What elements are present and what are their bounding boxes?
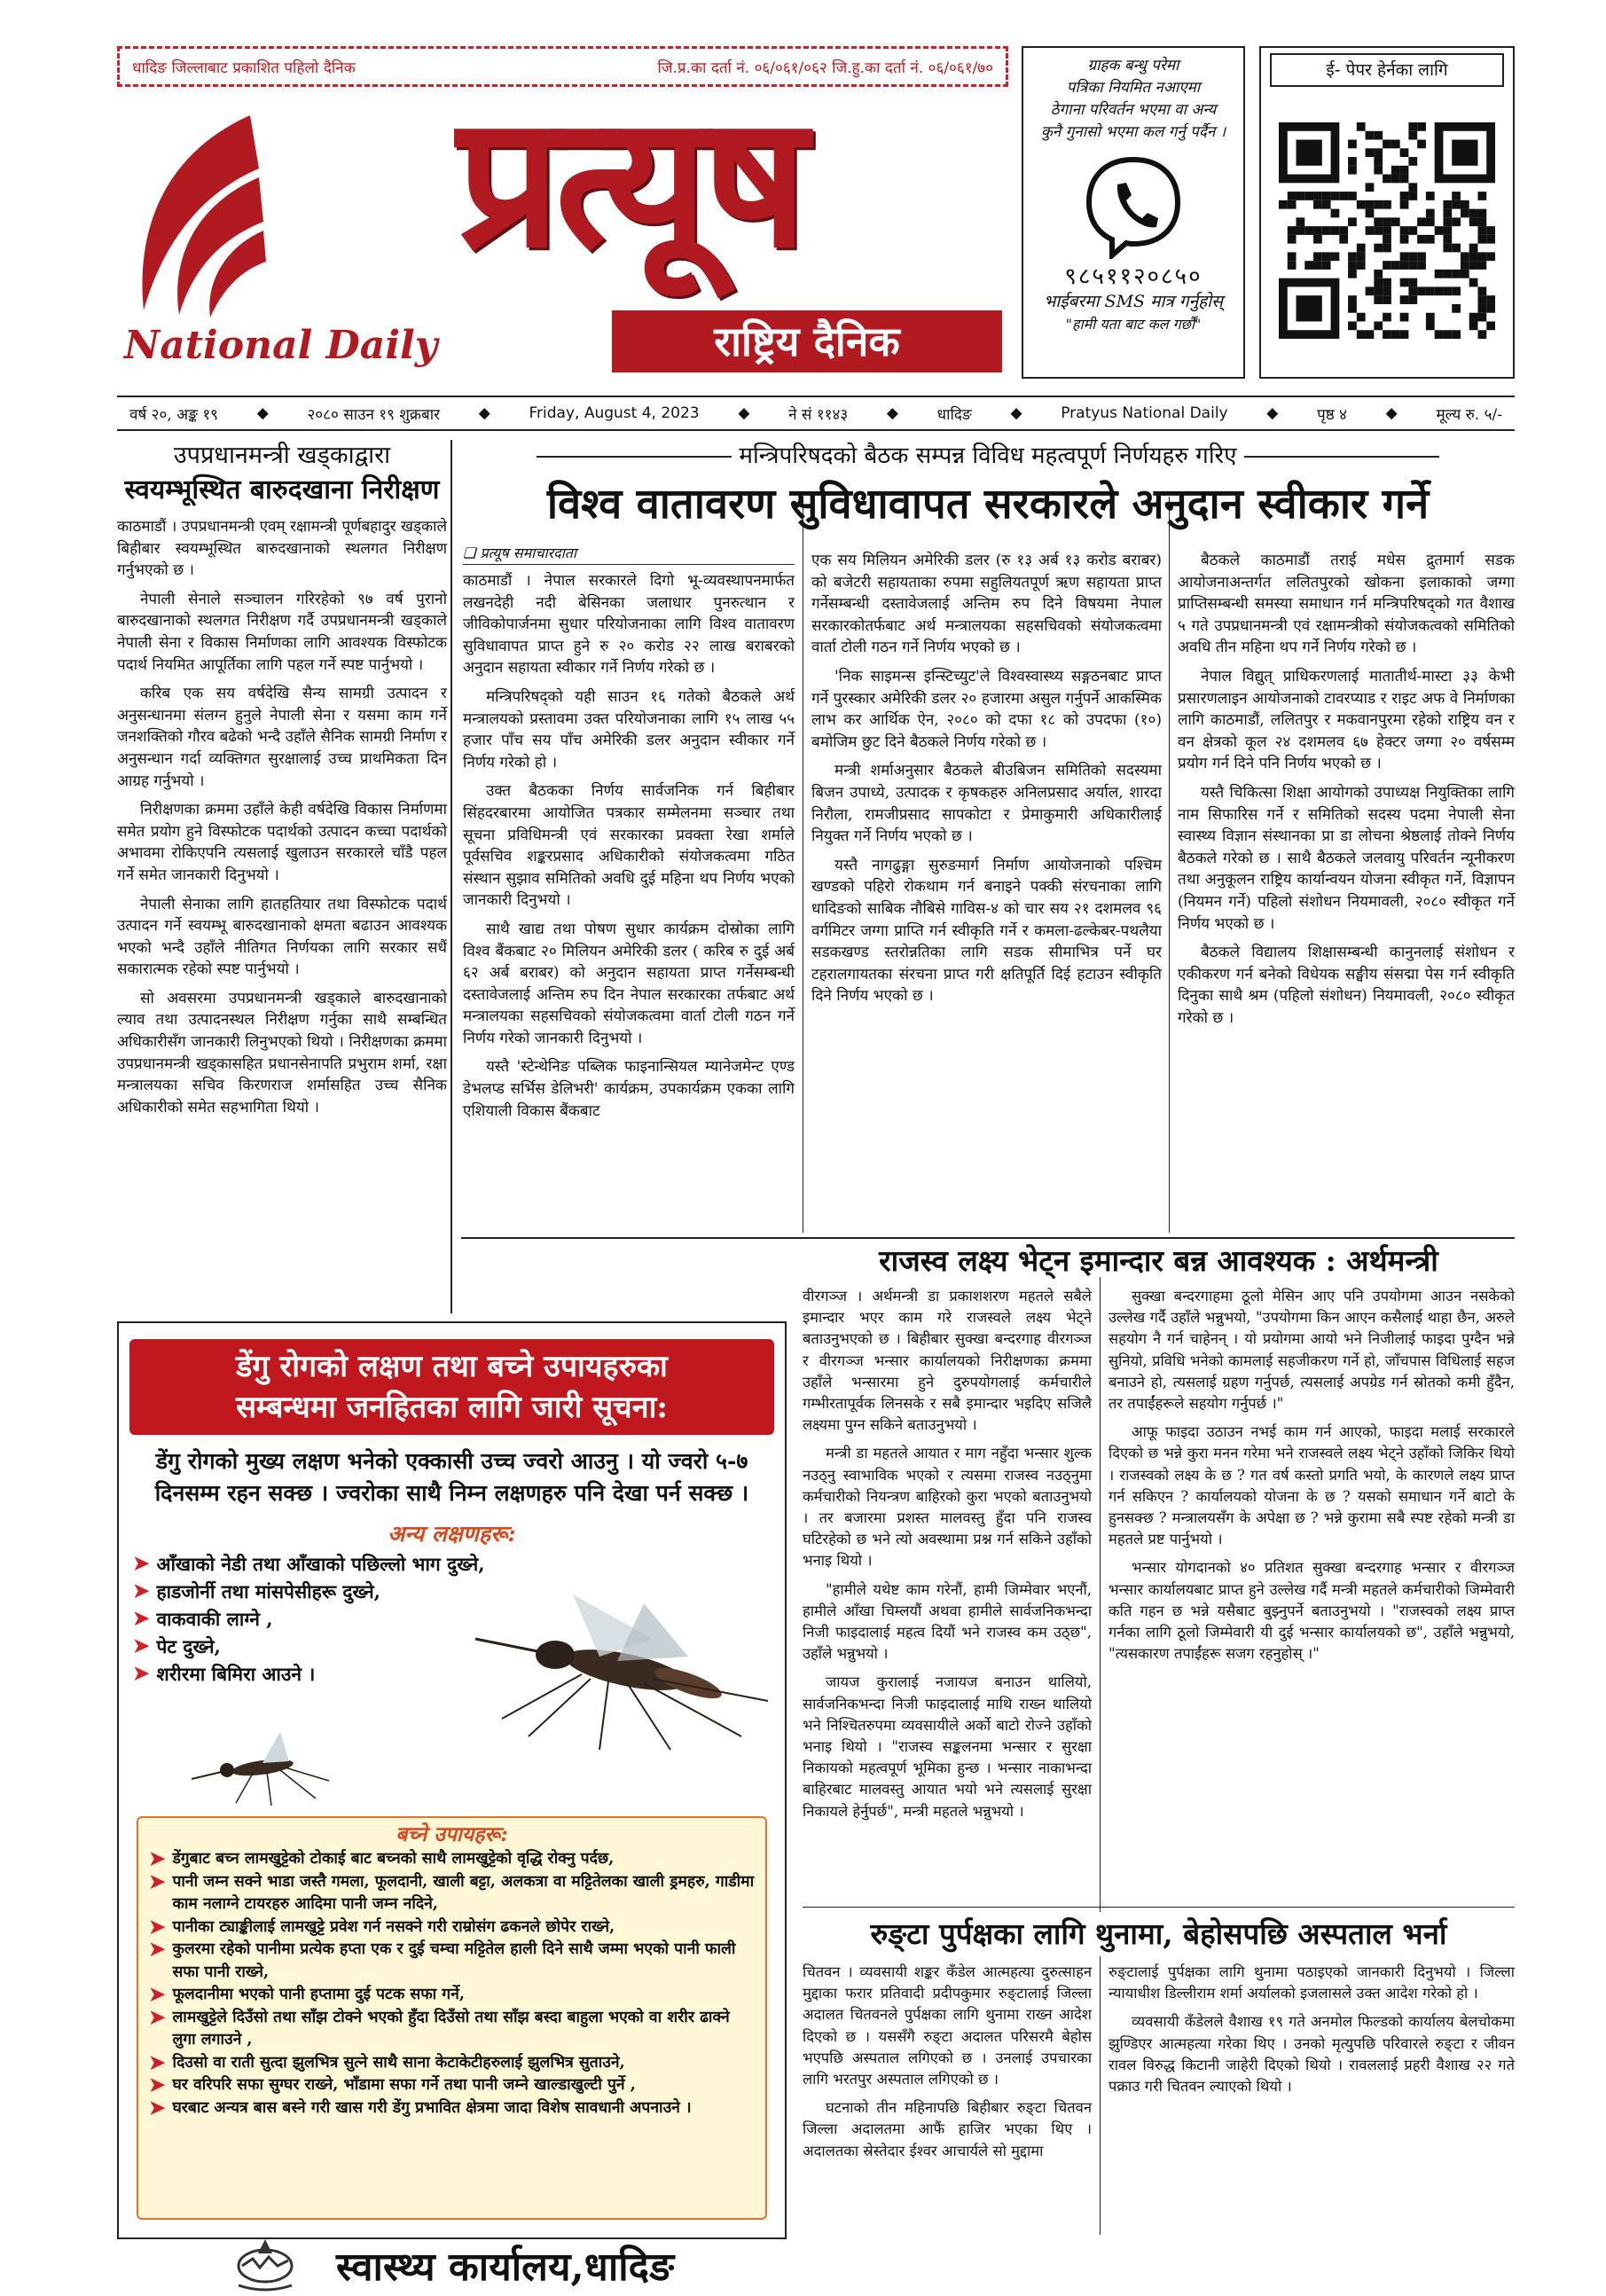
prevention-item xyxy=(149,2097,755,2120)
byline xyxy=(463,543,795,565)
main-story-title: विश्व वातावरण सुविधावापत सरकारले अनुदान स्वीकार गर्ने xyxy=(546,480,1430,529)
paragraph: निरीक्षणका क्रममा उहाँले केही वर्षदेखि विकास निर्माणमा समेत प्रयोग हुने विस्फोटक पदार्थको उत्पादन कच्चा पदार्थको अभावमा रोकिएपनि त्यसलाई खुलाउन सरकारले चाँडै पहल गर्ने समेत जानकारी दिनुभयो । xyxy=(117,801,447,884)
prevention-text: फूलदानीमा भएको पानी हप्तामा दुई पटक सफा गर्ने, xyxy=(172,1986,465,2003)
prevention-text: दिउसो वा राती सुत्दा झुलभित्र सुत्ने साथै साना केटाकेटीहरुलाई झुलभित्र सुताउने, xyxy=(172,2053,625,2072)
symptom-text: हाडजोर्नी तथा मांसपेसीहरू दुख्ने, xyxy=(156,1580,380,1602)
paragraph: साथै खाद्य तथा पोषण सुधार कार्यक्रम दोस्रोका लागि विश्व बैंकबाट २० मिलियन अमेरिकी डलर ( करिब रु दुई अर्ब ६२ अर्ब बराबर) को अनुदान सहायता प्राप्त गर्नेसम्बन्धी दस्तावेजलाई अन्तिम रुप दिन नेपाल सरकारका तर्फबाट अर्थ मन्त्रालयका सहसचिवको संयोजकत्वमा वार्ता टोली गठन गर्ने निर्णय गरेको जानकारी दिनुभयो । xyxy=(463,920,795,1047)
symptom-text: वाकवाकी लाग्ने , xyxy=(156,1608,273,1630)
arrow-icon: ➤ xyxy=(149,2073,166,2096)
byline-box-icon: ❑ xyxy=(463,545,481,561)
paragraph: रुङ्टालाई पुर्पक्षका लागि थुनामा पठाइएको जानकारी दिनुभयो । जिल्ला न्यायाधीश डिल्लीराम शर्मा अर्यालको इजलासले उक्त आदेश गरेको हो । xyxy=(1109,1963,1515,2002)
ad-issuer: स्वास्थ्य कार्यालय,धादिङ xyxy=(335,2245,675,2290)
prevention-item xyxy=(149,2007,755,2052)
paragraph: मन्त्री शर्माअनुसार बैठकले बीउबिजन समितिको सदस्यमा बिजन उपाध्ये, उत्पादक र कृषकहरु अनिलप्रसाद अर्याल, शारदा निरौला, रामजीप्रसाद सापकोटा र प्रेमाकुमारी अधिकारीलाई नियुक्त गर्ने निर्णय भएको छ । xyxy=(811,762,1162,846)
story-left xyxy=(117,440,447,1125)
flame-logo-icon xyxy=(117,98,268,319)
masthead-subtitle-en: National Daily xyxy=(124,323,438,368)
hospital-story-col1 xyxy=(803,1962,1092,2245)
story-left-title-1: उपप्रधानमन्त्री खड्काद्वारा xyxy=(173,442,391,469)
prevention-block xyxy=(137,1816,767,2220)
ad-footer xyxy=(119,2234,785,2296)
arrow-icon: ➤ xyxy=(149,2050,166,2074)
paragraph: चितवन । व्यवसायी शङ्कर कँडेल आत्महत्या दुरुत्साहन मुद्दाका फरार प्रतिवादी प्रदीपकुमार रुङ्टालाई जिल्ला अदालत चितवनले पुर्पक्षका लागि थुनामा राख्न आदेश दिएको छ । यससँगै रुङ्टा अदालत परिसरमै बेहोस भएपछि अस्पताल लगिएको छ । उनलाई उपचारका लागि भरतपुर अस्पताल लगिएको छ । xyxy=(803,1963,1092,2088)
viber-quote: "हामी यता बाट कल गर्छौं" xyxy=(1065,316,1202,333)
hospital-story-col2 xyxy=(1109,1962,1515,2245)
prevention-item xyxy=(149,1848,755,1871)
notice-line: कुनै गुनासो भएमा कल गर्नु पर्दैन । xyxy=(1040,123,1226,141)
subscriber-notice xyxy=(1022,46,1245,379)
arrow-icon: ➤ xyxy=(149,2096,166,2120)
paper-name: Pratyus National Daily xyxy=(1061,404,1228,422)
paragraph: एक सय मिलियन अमेरिकी डलर (रु १३ अर्ब १३ करोड बराबर) को बजेटरी सहायताका रुपमा सहुलियतपूर्ण ऋण सहायता प्राप्त गर्नेसम्बन्धी दस्तावेजलाई अन्तिम रुप दिने विषयमा नेपाल सरकारकोतर्फबाट अर्थ मन्त्रालयका सहसचिवको संयोजकत्वमा वार्ता टोली गठन गर्ने निर्णय भएको छ । xyxy=(811,552,1162,657)
prevention-item xyxy=(149,2052,755,2075)
arrow-icon: ➤ xyxy=(133,1552,150,1575)
ad-title-line: डेंगु रोगको लक्षण तथा बच्ने उपायहरुका xyxy=(236,1349,668,1384)
tagline-right: जि.प्र.का दर्ता नं. ०६/०६१/०६२ जि.हु.का दर्ता नं. ०६/०६१/७० xyxy=(657,59,993,77)
paragraph: 'निक साइमन्स इन्स्टिच्युट'ले विश्वस्वास्थ्य सङ्गठनबाट प्राप्त गर्ने पुरस्कार अमेरिकी डलर २० हजारमा असुल गर्नुपर्ने आकस्मिक लाभ कर आर्थिक ऐन, २०८० को दफा १८ को उपदफा (१०) बमोजिम छुट दिने बैठकले निर्णय गरेको छ । xyxy=(811,667,1162,751)
paragraph: व्यवसायी कँडेलले वैशाख १९ गते अनमोल फिल्डको कार्यालय बेलचोकमा झुण्डिएर आत्महत्या गरेका थिए । उनको मृत्युपछि परिवारले रुङ्टा र जीवन रावल विरुद्ध किटानी जाहेरी दिएको थियो । रावललाई प्रहरी वैशाख २२ गते पक्राउ गरी चितवन ल्याएको थियो । xyxy=(1109,2013,1515,2096)
main-story-col1 xyxy=(463,543,795,1129)
paragraph: भन्सार योगदानको ४० प्रतिशत सुक्खा बन्दरगाह भन्सार र वीरगञ्ज भन्सार कार्यालयबाट प्राप्त हुने उल्लेख गर्दै मन्त्री महतले कर्मचारीको जिम्मेवारी कति गहन छ भन्ने यसैबाट बुझ्नुपर्ने बताउनुभयो । "राजस्वको लक्ष्य प्राप्त गर्नका लागि ठूलो जिम्मेवारी यी दुई भन्सार कार्यालयको छ", उहाँले भन्नुभयो, "त्यसकारण तपाईंहरू सजग रहनुहोस् ।" xyxy=(1109,1559,1515,1663)
paragraph: नेपाल विद्युत् प्राधिकरणलाई माताती‍र्थ-मास्टा ३३ केभी प्रसारणलाइन आयोजनाको टावरप्याड र राइट अफ वे निर्माणका लागि काठमाडौं, ललितपुर र मकवानपुरमा रहेको राष्ट्रिय वन र वन क्षेत्रको कूल २४ दशमलव ६७ हेक्टर जग्गा २० वर्षसम्म प्रयोग गर्न दिने पनि निर्णय भएको छ । xyxy=(1178,667,1515,773)
prevention-text: घर वरिपरि सफा सुग्घर राख्ने, भाँडामा सफा गर्ने तथा पानी जम्ने खाल्डाखुल्टी पुर्ने , xyxy=(172,2076,636,2094)
prevention-text: पानीका ट्याङ्कीलाई लामखुट्टे प्रवेश गर्न नसक्ने गरी राम्रोसंग ढकनले छोपेर राख्ने, xyxy=(172,1917,615,1936)
arrow-icon: ➤ xyxy=(149,1938,166,1961)
column-divider xyxy=(1169,497,1170,1233)
paragraph: आफू फाइदा उठाउन नभई काम गर्न आएको, फाइदा मलाई सरकारले दिएको छ भन्ने कुरा मनन गरेमा भने राजस्वले लक्ष्य भेट्ने उहाँको जिकिर थियो । राजस्वको लक्ष्य के छ ? गत वर्ष कस्तो प्रगति भयो, के कारणले लक्ष्य प्राप्त गर्न सकिएन ? कार्यालयको योजना के छ ? यसको समाधान गर्ने बाटो के हुनसक्छ ? मन्त्रालयसँग के अपेक्षा छ ? भन्ने कुरामा सबै स्पष्ट रहेको मन्त्री डा महतले प्रष्ट पार्नुभयो । xyxy=(1109,1423,1515,1548)
symptoms-heading: अन्य लक्षणहरू: xyxy=(388,1521,516,1547)
paragraph: यस्तै 'स्टेन्थेनिङ पब्लिक फाइनान्सियल म्यानेजमेन्ट एण्ड डेभलप्ड सर्भिस डेलिभरी' कार्यक्रम, उपकार्यक्रम एकका लागि एशियाली विकास बैंकबाट xyxy=(463,1058,795,1120)
ad-title xyxy=(129,1339,774,1435)
paragraph: यस्तै नागढुङ्गा सुरुङमार्ग निर्माण आयोजनाको पश्चिम खण्डको पहिरो रोकथाम गर्न बनाइने पक्की संरचनाका लागि धादिङको साबिक नौबिसे गाविस-४ को चार सय २१ दशमलव ९६ वर्गमिटर जग्गा प्राप्ति गर्न स्वीकृति गर्ने र कमला-ढल्केबर-पथलैया सडकखण्ड स्तरोन्नतिका लागि सडक सीमाभित्र पर्ने घर टहरालगायतका संरचना प्राप्त गरी क्षतिपूर्ति दिई हटाउन स्वीकृति दिने निर्णय भएको छ । xyxy=(811,856,1162,1006)
ad-intro: डेंगु रोगको मुख्य लक्षण भनेको एक्कासी उच्च ज्वरो आउनु । यो ज्वरो ५-७ दिनसम्म रहन सक्छ । ज्वरोका साथै निम्न लक्षणहरु पनि देखा पर्न सक्छ । xyxy=(154,1448,749,1506)
prevention-heading: बच्ने उपायहरू: xyxy=(396,1822,508,1846)
story-left-title-2: स्वयम्भूस्थित बारुदखाना निरीक्षण xyxy=(124,474,440,505)
symptom-text: शरीरमा बिमिरा आउने । xyxy=(156,1663,316,1685)
main-story-col3 xyxy=(1178,550,1515,1036)
paragraph: सुक्खा बन्दरगाहमा ठूलो मेसिन आए पनि उपयोगमा आउन नसकेको उल्लेख गर्दै उहाँले भन्नुभयो, "उपयोगमा किन आएन कसैलाई थाहा छैन, अरुले सहयोग नै गर्न चाहेनन् । यो प्रयोगमा आयो भने निजीलाई फाइदा पुग्दैन भन्ने सुनियो, प्रविधि भनेको कामलाई सहजीकरण गर्ने हो, जाँचपास विधिलाई सहज बनाउने हो, त्यसलाई ग्रहण गर्नुपर्छ, त्यसलाई अपग्रेड गर्न स्रोतको कमी हुँदैन, तर तपाईंहरूले सहयोग गर्नुपर्छ ।" xyxy=(1109,1288,1515,1413)
prevention-item xyxy=(149,1916,755,1939)
section-divider xyxy=(803,1907,1515,1908)
arrow-icon: ➤ xyxy=(133,1634,150,1657)
prevention-text: डेंगुबाट बच्न लामखुट्टेको टोकाई बाट बच्नको साथै लामखुट्टेको वृद्धि रोक्नु पर्दछ, xyxy=(172,1850,615,1868)
notice-line: ठेगाना परिवर्तन भएमा वा अन्य xyxy=(1050,101,1217,119)
viber-line: भाईबरमा SMS मात्र गर्नुहोस् xyxy=(1044,292,1223,311)
tagline-left: धादिङ जिल्लाबाट प्रकाशित पहिलो दैनिक xyxy=(132,59,356,77)
byline-text: प्रत्यूष समाचारदाता xyxy=(480,545,577,561)
paragraph: बैठकले काठमाडौं तराई मधेस द्रुतमार्ग सडक आयोजनाअन्तर्गत ललितपुरको खोकना इलाकाको जग्गा प्राप्तिसम्बन्धी समस्या समाधान गर्न मन्त्रिपरिषद्को गत वैशाख ५ गते उपप्रधानमन्त्री एवं रक्षामन्त्रीको संयोजकत्वको समितिको अवधि तीन महिना थप गर्ने निर्णय गरेको छ । xyxy=(1178,552,1515,657)
revenue-story-col2 xyxy=(1109,1286,1515,1672)
date-np: २०८० साउन १९ शुक्रबार xyxy=(307,405,441,424)
government-emblem-icon xyxy=(230,2236,301,2294)
phone-number: ९८५११२०८५० xyxy=(1064,263,1203,290)
small-mosquito-icon xyxy=(183,1728,333,1807)
revenue-story-title: राजस्व लक्ष्य भेट्न इमान्दार बन्न आवश्यक : अर्थमन्त्री xyxy=(879,1243,1438,1278)
symptom-text: पेट दुख्ने, xyxy=(156,1635,221,1657)
arrow-icon: ➤ xyxy=(149,1915,166,1939)
arrow-icon: ➤ xyxy=(133,1579,150,1602)
prevention-item xyxy=(149,2074,755,2097)
paragraph: मन्त्रिपरिषद्को यही साउन १६ गतेको बैठकले अर्थ मन्त्रालयको प्रस्तावमा उक्त परियोजनाका लागि १५ लाख ५५ हजार पाँच सय पाँच अमेरिकी डलर अनुदान स्वीकार गर्ने निर्णय गरेको हो । xyxy=(463,687,795,772)
date-en: Friday, August 4, 2023 xyxy=(529,404,700,422)
column-divider xyxy=(1100,1277,1101,2235)
paragraph: सो अवसरमा उपप्रधानमन्त्री खड्काले बारुदखानाको ल्याव तथा उत्पादनस्थल निरीक्षण गर्नुका साथै सम्बन्धित अधिकारीसँग जानकारी लिनुभएको थियो । निरीक्षणका क्रममा उपप्रधानमन्त्री खड्कासहित प्रधानसेनापति प्रभुराम शर्मा, रक्षा मन्त्रालयका सचिव किरणराज शर्मासहित उच्च सैनिक अधिकारीको समेत सहभागिता थियो । xyxy=(117,989,447,1117)
qr-label: ई- पेपर हेर्नका लागि xyxy=(1270,53,1504,87)
symptom-item xyxy=(133,1578,774,1605)
symptom-item xyxy=(133,1550,774,1578)
price: मूल्य रु. ५/- xyxy=(1436,405,1502,424)
paragraph: काठमाडौं । उपप्रधानमन्त्री एवम् रक्षामन्त्री पूर्णबहादुर खड्काले बिहीबार स्वयम्भूस्थित बारुदखानाको स्थलगत निरीक्षण गर्नुभएको छ । xyxy=(117,518,447,580)
qr-code-icon[interactable] xyxy=(1279,122,1495,339)
prevention-item xyxy=(149,1939,755,1984)
prevention-item xyxy=(149,1984,755,2007)
main-story-kicker xyxy=(461,438,1515,474)
nepal-sambat: ने सं ११४३ xyxy=(788,405,849,424)
prevention-text: कुलरमा रहेको पानीमा प्रत्येक हप्ता एक र दुई चम्चा मट्टितेल हाली दिने साथै जम्मा भएको पानी फाली सफा पानी राख्ने, xyxy=(172,1940,736,1981)
arrow-icon: ➤ xyxy=(133,1607,150,1630)
column-divider xyxy=(450,440,452,1313)
arrow-icon: ➤ xyxy=(133,1662,150,1685)
arrow-icon: ➤ xyxy=(149,1869,166,1893)
paragraph: घटनाको तीन महिनापछि बिहीबार रुङ्टा चितवन जिल्ला अदालतमा आफैं हाजिर भएका थिए । अदालतका स्रेस्तेदार ईश्वर आचार्यले सो मुद्दामा xyxy=(803,2099,1092,2159)
symptom-item xyxy=(133,1633,774,1660)
prevention-text: घरबाट अन्यत्र बास बस्ने गरी खास गरी डेंगु प्रभावित क्षेत्रमा जादा विशेष सावधानी अपनाउने । xyxy=(172,2098,692,2117)
prevention-item xyxy=(149,1871,755,1916)
notice-line: ग्राहक बन्धु परेमा xyxy=(1087,57,1179,74)
prevention-text: पानी जम्न सक्ने भाडा जस्तै गमला, फूलदानी, खाली बट्टा, अलकत्रा वा मट्टितेलका खाली ड्रमहरु, गाडीमा काम नलाग्ने टायरहरु आदिमा पानी जम्न नदिने, xyxy=(172,1872,755,1913)
paragraph: वीरगञ्ज । अर्थमन्त्री डा प्रकाशशरण महतले सबैले इमान्दार भएर काम गरे राजस्वले लक्ष्य भेट्ने बताउनुभएको छ । बिहीबार सुक्खा बन्दरगाह वीरगञ्ज र वीरगञ्ज भन्सार कार्यालयको निरीक्षणका क्रममा उहाँले भन्सारमा हुने दुरुपयोगलाई कर्मचारीले गम्भीरतापूर्वक लिनसके र सबै इमान्दार भइदिए सजिलै लक्ष्यमा पुग्न सकिने बताउनुभयो । xyxy=(803,1288,1092,1434)
paragraph: उक्त बैठकका निर्णय सार्वजनिक गर्न बिहीबार सिंहदरबारमा आयोजित पत्रकार सम्मेलनमा सञ्चार तथा सूचना प्रविधिमन्त्री एवं सरकारका प्रवक्ता रेखा शर्माले पूर्वसचिव शङ्करप्रसाद अधिकारीको संयोजकत्वमा गठित संस्थान सुझाव समितिको अवधि दुई महिना थप निर्णय भएको जानकारी दिनुभयो । xyxy=(463,782,795,910)
symptom-item xyxy=(133,1660,774,1688)
paragraph: जायज कुरालाई नजायज बनाउन थालियो, सार्वजनिकभन्दा निजी फाइदालाई माथि राख्न थालियो भने निश्चितरुपमा व्यवसायीले अर्को बाटो रोज्ने उहाँको भनाइ थियो । "राजस्व सङ्कलनमा भन्सार र सुरक्षा निकायको महत्वपूर्ण भूमिका हुन्छ । भन्सार नाकाभन्दा बाहिरबाट मालवस्तु आयात भयो भने त्यसलाई सुरक्षा निकायले हेर्नुपर्छ", मन्त्री महतले भन्नुभयो । xyxy=(803,1673,1092,1820)
page-number: पृष्ठ ४ xyxy=(1317,405,1347,424)
prevention-text: लामखुट्टेले दिउँसो तथा साँझ टोक्ने भएको हुँदा दिउँसो तथा साँझ बस्दा बाहुला भएको वा शरीर ढाक्ने लुगा लगाउने , xyxy=(172,2008,730,2049)
ad-title-line: सम्बन्धमा जनहितका लागि जारी सूचना: xyxy=(236,1390,668,1425)
paragraph: यस्तै चिकित्सा शिक्षा आयोगको उपाध्यक्ष नियुक्तिका लागि नाम सिफारिस गर्ने र समितिको सदस्य पदमा नेपाली सेना स्वास्थ्य विज्ञान संस्थानका प्रा डा लोचना श्रेष्ठलाई तोक्ने निर्णय बैठकले गरेको छ । साथै बैठकले जलवायु परिवर्तन न्यूनीकरण तथा अनुकूलन राष्ट्रिय कार्यान्वयन योजना स्वीकृत गर्ने, विज्ञापन (नियमन गर्ने) पहिलो संशोधन नियमावली, २०८० स्वीकृत गर्ने निर्णय भएको छ । xyxy=(1178,783,1515,933)
main-story-col2 xyxy=(811,550,1162,1015)
viber-icon xyxy=(1080,153,1187,259)
place: धादिङ xyxy=(936,405,972,424)
paragraph: करिब एक सय वर्षदेखि सैन्य सामग्री उत्पादन र अनुसन्धानमा संलग्न हुनुले नेपाली सेना र यसमा काम गर्ने जनशक्तिको गौरव बढेको भन्दै उहाँले सैनिक सामग्री निर्माण र अनुसन्धान गर्दा व्यक्तिगत सुरक्षालाई उच्च प्राथमिकता दिन आग्रह गर्नुभयो । xyxy=(117,685,447,790)
paragraph: काठमाडौं । नेपाल सरकारले दिगो भू-व्यवस्थापनमार्फत लखनदेही नदी बेसिनका जलाधार पुनरुत्थान र जीविकोपार्जनमा सुधार परियोजनाका लागि विश्व वातावरण सुविधावापत प्राप्त हुने रु २० करोड २२ लाख बराबरको अनुदान सहायता स्वीकार गर्ने निर्णय गरेको छ । xyxy=(463,572,795,678)
volume: वर्ष २०, अङ्क १९ xyxy=(129,405,219,424)
masthead-subtitle-np: राष्ट्रिय दैनिक xyxy=(612,310,1002,372)
kicker-text: मन्त्रिपरिषदको बैठक सम्पन्न विविध महत्वपूर्ण निर्णयहरु गरिए xyxy=(739,443,1237,469)
masthead-title: प्रत्यूष xyxy=(457,75,803,288)
paragraph: बैठकले विद्यालय शिक्षासम्बन्धी कानुनलाई संशोधन र एकीकरण गर्न बनेको विधेयक सङ्घीय संसद्मा पेस गर्न स्वीकृति दिनुका साथै श्रम (पहिलो संशोधन) नियमावली, २०८० स्वीकृत गरेको छ । xyxy=(1178,944,1515,1027)
paragraph: "हामीले यथेष्ट काम गरेनौं, हामी जिम्मेवार भएनौं, हामीले आँखा चिम्लयौं अथवा हामीले सार्वजनिकभन्दा निजी फाइदालाई महत्व दियौं भने राजस्व कम उठ्छ", उहाँले भन्नुभयो । xyxy=(803,1580,1092,1663)
notice-line: पत्रिका नियमित नआएमा xyxy=(1066,79,1201,97)
section-divider xyxy=(461,1237,1515,1239)
paragraph: नेपाली सेनाका लागि हातहतियार तथा विस्फोटक पदार्थ उत्पादन गर्ने स्वयम्भू बारुदखानाको क्षमता बढाउन आवश्यक भएको भन्दै उहाँले नीतिगत निर्णयका लागि सरकार सधैं सकारात्मक रहेको स्पष्ट पार्नुभयो । xyxy=(117,895,447,979)
symptom-text: आँखाको नेडी तथा आँखाको पछिल्लो भाग दुख्ने, xyxy=(156,1553,485,1575)
hospital-story-title: रुङ्टा पुर्पक्षका लागि थुनामा, बेहोसपछि अस्पताल भर्ना xyxy=(803,1912,1515,1956)
dengue-notice-ad xyxy=(117,1321,787,2290)
symptoms-block xyxy=(129,1550,774,1816)
paragraph: मन्त्री डा महतले आयात र माग नहुँदा भन्सार शुल्क नउठ्नु स्वाभाविक भएको र त्यसमा राजस्व नउठ्नुमा कर्मचारीको नियन्त्रण बाहिरको कुरा भएको बताउनुभयो । तर बजारमा प्रशस्त मालवस्तु हुँदा पनि राजस्व घटिरहेको छ भने त्यो अवस्थामा प्रश्न गर्न सकिने उहाँको भनाइ थियो । xyxy=(803,1445,1092,1570)
paragraph: नेपाली सेनाले सञ्चालन गरिरहेको ९७ वर्ष पुरानो बारुदखानाको स्थलगत निरीक्षण गर्दै उपप्रधानमन्त्री खड्काले नेपाली सेना र विकास निर्माणका लागि आवश्यक विस्फोटक पदार्थ नियमित आपूर्तिका लागि पहल गर्ने स्पष्ट पार्नुभयो । xyxy=(117,590,447,674)
symptom-item xyxy=(133,1605,774,1633)
revenue-story-col1 xyxy=(803,1286,1092,1830)
arrow-icon: ➤ xyxy=(149,2005,166,2029)
arrow-icon: ➤ xyxy=(149,1983,166,2006)
arrow-icon: ➤ xyxy=(149,1847,166,1870)
dateline: वर्ष २०, अङ्क १९ ◆ २०८० साउन १९ शुक्रबार ◆ Friday, August 4, 2023 ◆ ने सं ११४३ ◆ धादिङ ◆ Pratyus National Daily ◆ पृष्ठ ४ ◆ मूल्य रु. ५/- xyxy=(117,396,1515,431)
